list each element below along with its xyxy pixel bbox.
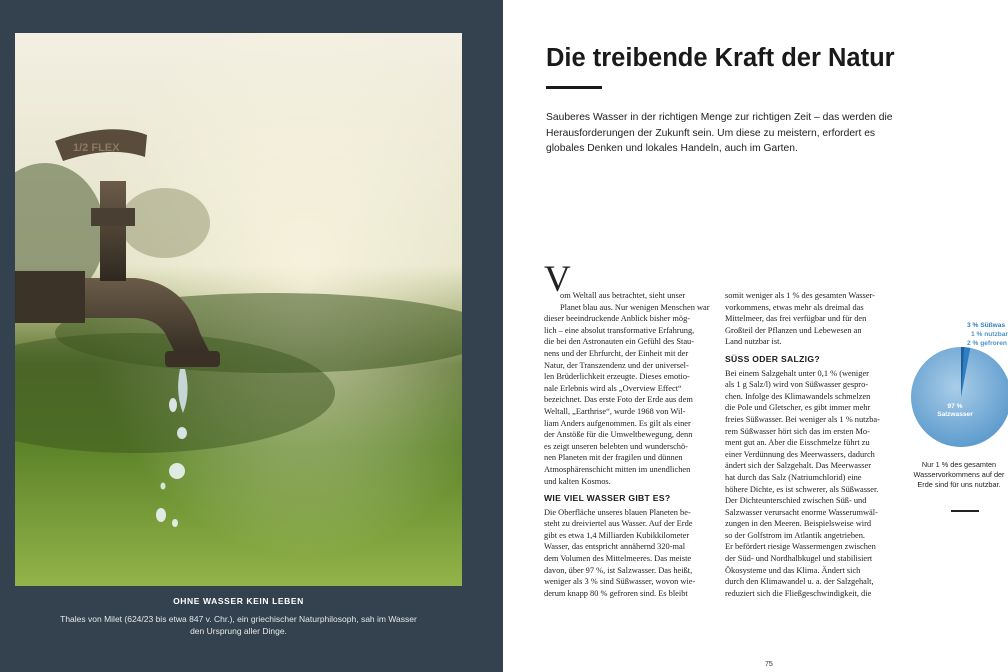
body-line: reduziert sich die Fließgeschwindigkeit, die bbox=[725, 588, 872, 598]
body-line: hat durch das Salz (Natriumchlorid) eine bbox=[725, 472, 862, 482]
page-title: Die treibende Kraft der Natur bbox=[546, 44, 895, 72]
body-line: liam Anders aufgenommen. Es gilt als einer bbox=[544, 418, 691, 428]
body-line: nens und der Ehrfurcht, der Einheit mit der bbox=[544, 348, 689, 358]
body-line: Bei einem Salzgehalt unter 0,1 % (weniger bbox=[725, 368, 869, 378]
body-line: nen Planeten mit der fragilen und dünnen bbox=[544, 453, 683, 463]
body-line: Die Oberfläche unseres blauen Planeten be- bbox=[544, 507, 691, 517]
water-globe-infographic bbox=[907, 343, 1008, 451]
body-line: Wasser, das entspricht annähernd 320-mal bbox=[544, 542, 686, 552]
faucet-photo bbox=[15, 33, 462, 586]
photo-caption-text: Thales von Milet (624/23 bis etwa 847 v. Chr.), ein griechischer Naturphilosoph, sah im Wasser den Ursprung aller Dinge. bbox=[60, 614, 417, 636]
body-line: Ökosysteme und das Klima. Ändert sich bbox=[725, 565, 861, 575]
body-line: weniger als 3 % sind Süßwasser, wovon wie- bbox=[544, 577, 696, 587]
body-line: der Anstöße für die Umweltbewegung, denn bbox=[544, 430, 693, 440]
body-line: so der Golfstrom im Atlantik angetrieben. bbox=[725, 530, 866, 540]
body-line: chen. Infolge des Klimawandels schmelzen bbox=[725, 391, 871, 401]
legend-freshwater: 3 % Süßwas bbox=[967, 322, 1006, 329]
infographic-caption: Nur 1 % des gesamten Wasservorkommens auf der Erde sind für uns nutzbar. bbox=[913, 460, 1005, 490]
body-line: Natur, der Transzendenz und der universel- bbox=[544, 360, 689, 370]
body-line: Planet blau aus. Nur wenigen Menschen war bbox=[560, 302, 710, 312]
body-line: ment gut an. Aber die Eisschmelze führt zu bbox=[725, 438, 870, 448]
body-line: steht zu dreiviertel aus Wasser. Auf der Erde bbox=[544, 519, 693, 529]
left-page bbox=[0, 0, 503, 672]
body-line: vorkommens, etwas mehr als dreimal das bbox=[725, 302, 864, 312]
body-line: om Weltall aus betrachtet, sieht unser bbox=[560, 291, 686, 300]
body-line: Salzwasser verursacht enorme Wasserumwäl- bbox=[725, 507, 878, 517]
body-line: lich – eine absolut transformative Erfahrung, bbox=[544, 325, 695, 335]
body-line: davon, über 97 %, ist Salzwasser. Das heißt, bbox=[544, 565, 693, 575]
body-line: Weltall, „Earthrise“, wurde 1968 von Wil- bbox=[544, 406, 686, 416]
body-line: bezeichnet. Das erste Foto der Erde aus dem bbox=[544, 395, 693, 405]
body-line: Atmosphärenschicht mitten im unendlichen bbox=[544, 464, 691, 474]
body-line: Großteil der Pflanzen und Lebewesen an bbox=[725, 325, 862, 335]
body-line: rem Süßwasser hört sich das im ersten Mo- bbox=[725, 426, 870, 436]
body-line: ändert sich der Salzgehalt. Das Meerwasser bbox=[725, 461, 872, 471]
legend-usable: 1 % nutzbar bbox=[971, 331, 1008, 338]
body-line: len Brüderlichkeit erzeugte. Dieses emotio- bbox=[544, 372, 690, 382]
subhead-fresh-or-salt: SÜSS ODER SALZIG? bbox=[725, 353, 820, 364]
body-line: somit weniger als 1 % des gesamten Wasser- bbox=[725, 291, 875, 300]
title-rule bbox=[546, 86, 602, 89]
salt-water-segment bbox=[911, 347, 1008, 447]
body-line: die Pole und Gletscher, es gibt immer mehr bbox=[725, 403, 871, 413]
legend-frozen: 2 % gefroren bbox=[967, 340, 1007, 347]
salt-water-value: 97 % bbox=[947, 403, 963, 410]
body-line: derum knapp 80 % gefroren sind. Es bleibt bbox=[544, 588, 688, 598]
body-column-1 bbox=[544, 290, 710, 599]
body-line: höhere Dichte, es ist schwerer, als Süßwasser. bbox=[725, 484, 879, 494]
faucet-label: 1/2 FLEX bbox=[73, 142, 120, 154]
faucet-illustration bbox=[15, 33, 462, 586]
body-line: einer Verdünnung des Meerwassers, dadurch bbox=[725, 449, 875, 459]
body-line: als 1 g Salz/l) wird von Süßwasser gespro- bbox=[725, 380, 869, 390]
body-line: Der Dichteunterschied zwischen Süß- und bbox=[725, 496, 867, 506]
salt-water-label bbox=[932, 403, 978, 418]
body-line: dieser beeindruckende Anblick bisher mög- bbox=[544, 314, 691, 324]
salt-water-name: Salzwasser bbox=[937, 410, 973, 418]
body-line: gibt es etwa 1,4 Milliarden Kubikkilometer bbox=[544, 530, 690, 540]
body-line: es zeigt unseren belebten und wunderschö- bbox=[544, 441, 688, 451]
body-line: durch den Klimawandel u. a. der Salzgehalt, bbox=[725, 577, 874, 587]
body-line: Land nutzbar ist. bbox=[725, 337, 782, 347]
body-line: Mittelmeer, das frei verfügbar und für den bbox=[725, 314, 867, 324]
body-line: Er befördert riesige Wassermengen zwischen bbox=[725, 542, 876, 552]
page-number: 75 bbox=[765, 661, 773, 668]
body-line: die bei den Astronauten ein Gefühl des Stau- bbox=[544, 337, 695, 347]
body-line: zungen in den Meeren. Beispielsweise wird bbox=[725, 519, 872, 529]
dropcap: V bbox=[544, 259, 571, 300]
lead-paragraph: Sauberes Wasser in der richtigen Menge zur richtigen Zeit – das werden die Herausforderungen der Zukunft sein. Um diese zu meistern, erfordert es globales Denken und lokales Handeln, auch im Garten. bbox=[546, 112, 893, 154]
right-page bbox=[503, 0, 1008, 672]
body-line: freies Süßwasser. Bei weniger als 1 % nutzba- bbox=[725, 414, 880, 424]
subhead-water-amount: WIE VIEL WASSER GIBT ES? bbox=[544, 493, 671, 504]
infographic-rule bbox=[951, 510, 979, 512]
body-line: der Süd- und Nordhalbkugel und stabilisiert bbox=[725, 554, 873, 564]
body-column-2 bbox=[725, 290, 880, 599]
photo-caption-title: OHNE WASSER KEIN LEBEN bbox=[173, 596, 304, 606]
body-line: und kalten Kosmos. bbox=[544, 476, 611, 486]
body-line: nale Erlebnis wird als „Overview Effect“ bbox=[544, 383, 682, 393]
body-line: dem Volumen des Mittelmeeres. Das meiste bbox=[544, 554, 692, 564]
